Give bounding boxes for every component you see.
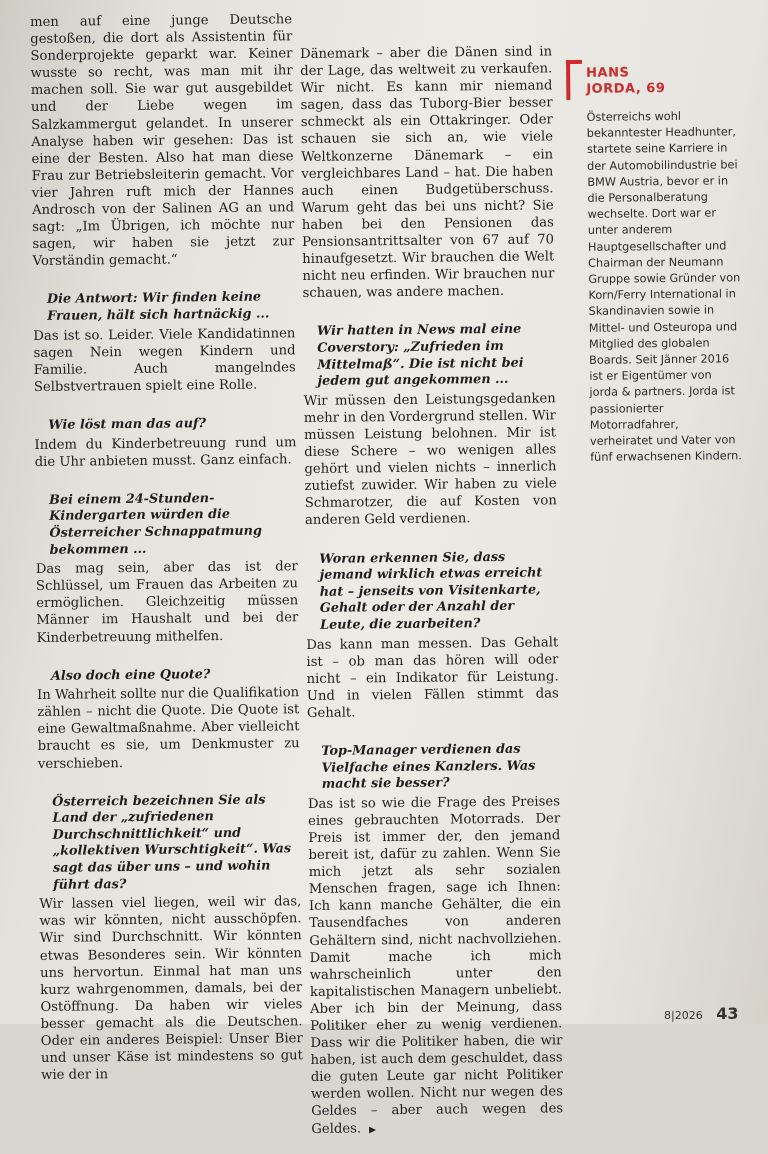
interview-answer: In Wahrheit sollte nur die Qualifikation zählen – nicht die Quote. Die Quote ist eine Gewaltmaßnahme. Aber vielleicht braucht es sie, um Denkmuster zu verschieben.	[37, 685, 300, 772]
interview-answer: Das kann man messen. Das Gehalt ist – ob man das hören will oder nicht – ein Indikator für Leistung. Und in vielen Fällen stimmt das Gehalt.	[306, 634, 559, 721]
interview-question: Österreich bezeichnen Sie als Land der „zufriedenen Durchschnittlichkeit“ und „kollektiven Wurschtigkeit“. Was sagt das über uns – und wohin führt das?	[52, 792, 292, 893]
paragraph-continued: men auf eine junge Deutsche gestoßen, die dort als Assistentin für Sonderprojekte geparkt war. Keiner wusste so recht, was man mit ihr machen soll. Sie war gut ausgebildet und der Liebe wegen im Salzkammergut gelandet. In unserer Analyse haben wir gesehen: Das ist eine der Besten. Also hat man diese Frau zur Betriebsleiterin gemacht. Vor vier Jahren ruft mich der Hannes Androsch von der Salinen AG an und sagt: „Im Übrigen, ich möchte nur sagen, wir haben sie jetzt zur Vorständin gemacht.“	[30, 12, 295, 270]
issue-number: 8|2026	[664, 1009, 703, 1022]
interview-question: Top-Manager verdienen das Vielfache eines Kanzlers. Was macht sie besser?	[321, 741, 536, 792]
bio-accent-bar-top	[566, 60, 582, 64]
interview-question: Wir hatten in News mal eine Coverstory: „Zufrieden im Mittelmaß“. Die ist nicht bei jedem gut angekommen ...	[316, 322, 524, 390]
interview-answer: Das ist so. Leider. Viele Kandidatinnen sagen Nein wegen Kindern und Familie. Auch mangelndes Selbstvertrauen spielt eine Rolle.	[33, 325, 296, 395]
interview-question: Woran erkennen Sie, dass jemand wirklich etwas erreicht hat – jenseits von Visitenkarte, Gehalt oder der Anzahl der Leute, die zuarbeiten?	[319, 549, 543, 633]
interview-question: Also doch eine Quote?	[50, 666, 211, 684]
end-of-article-icon: ▶	[369, 1124, 377, 1135]
bio-name-line2: JORDA, 69	[586, 81, 666, 97]
interview-answer: Indem du Kinderbetreuung rund um die Uhr anbieten musst. Ganz einfach.	[34, 434, 297, 470]
interview-question: Wie löst man das auf?	[48, 416, 207, 433]
page-number: 43	[716, 1004, 739, 1023]
paragraph-continued: Dänemark – aber die Dänen sind in der Lage, das weltweit zu verkaufen. Wir nicht. Es kann mir niemand sagen, dass das Tuborg-Bier besser schmeckt als ein Ottakringer. Oder schauen sie sich an, wie viele Weltkonzerne Dänemark – ein vergleichbares Land – hat. Die haben auch einen Budgetüberschuss. Warum geht das bei uns nicht? Sie haben bei den Pensionen das Pensionsantrittsalter von 67 auf 70 hinaufgesetzt. Wir brauchen die Welt nicht neu erfinden. Wir brauchen nur schauen, was andere machen.	[300, 44, 555, 302]
bio-box	[572, 58, 744, 466]
column-middle	[300, 43, 564, 1153]
answer-text: Das ist so wie die Frage des Preises eines gebrauchten Motorrads. Der Preis ist immer der, den jemand bereit ist, dafür zu zahlen. Wenn Sie mich jetzt als sehr sozialen Menschen fragen, sage ich Ihnen: Ich kann manche Gehälter, die ein Tausendfaches von anderen Gehältern sind, nicht nachvollziehen. Damit mache ich mich wahrscheinlich unter den kapitalistischen Managern unbeliebt. Aber ich bin der Meinung, dass Politiker eher zu wenig verdienen. Dass wir die Politiker haben, die wir haben, ist auch dem geschuldet, dass die guten Leute gar nicht Politiker werden wollen. Nicht nur wegen des Geldes – aber auch wegen des Geldes.	[307, 794, 564, 1137]
interview-answer: Das mag sein, aber das ist der Schlüssel, um Frauen das Arbeiten zu ermöglichen. Gleichzeitig müssen Männer im Haushalt und bei der Kinderbetreuung mithelfen.	[35, 559, 299, 646]
interview-question: Die Antwort: Wir finden keine Frauen, hält sich hartnäckig ...	[46, 290, 270, 324]
interview-answer: Wir lassen viel liegen, weil wir das, was wir könnten, nicht ausschöpfen. Wir sind Durchschnitt. Wir könnten etwas Besonderes sein. Wir könnten uns hervortun. Einmal hat man uns kurz wahrgenommen, damals, bei der Ostöffnung. Da haben wir vieles besser gemacht als die Deutschen. Oder ein anderes Beispiel: Unser Bier und unser Käse ist mindestens so gut wie der in	[39, 894, 304, 1084]
interview-answer	[308, 793, 564, 1139]
bio-accent-bar	[566, 60, 570, 100]
bio-name-line1: HANS	[586, 65, 630, 81]
interview-question: Bei einem 24-Stunden-Kindergarten würden die Österreicher Schnappatmung bekommen ...	[49, 490, 262, 558]
interview-answer: Wir müssen den Leistungsgedanken mehr in den Vordergrund stellen. Wir müssen Leistung belohnen. Mir ist diese Schere – wo wenigen alles gehört und vielen nichts – innerlich zutiefst zuwider. Wir haben zu viele Schmarotzer, die auf Kosten von anderen Geld verdienen.	[303, 391, 557, 529]
column-left	[30, 11, 303, 1098]
bio-name	[572, 58, 740, 98]
bio-text: Österreichs wohl bekanntester Headhunter, startete seine Karriere in der Automobilindustrie bei BMW Austria, bevor er in die Personalberatung wechselte. Dort war er unter anderem Hauptgesellschafter und Chairman der Neumann Gruppe sowie Gründer von Korn/Ferry International in Skandinavien sowie in Mittel- und Osteuropa und Mitglied des globalen Boards. Seit Jänner 2016 ist er Eigentümer von jorda & partners. Jorda ist passionierter Motorradfahrer, verheiratet und Vater von fünf erwachsenen Kindern.	[586, 109, 742, 465]
page-footer	[664, 1004, 738, 1023]
